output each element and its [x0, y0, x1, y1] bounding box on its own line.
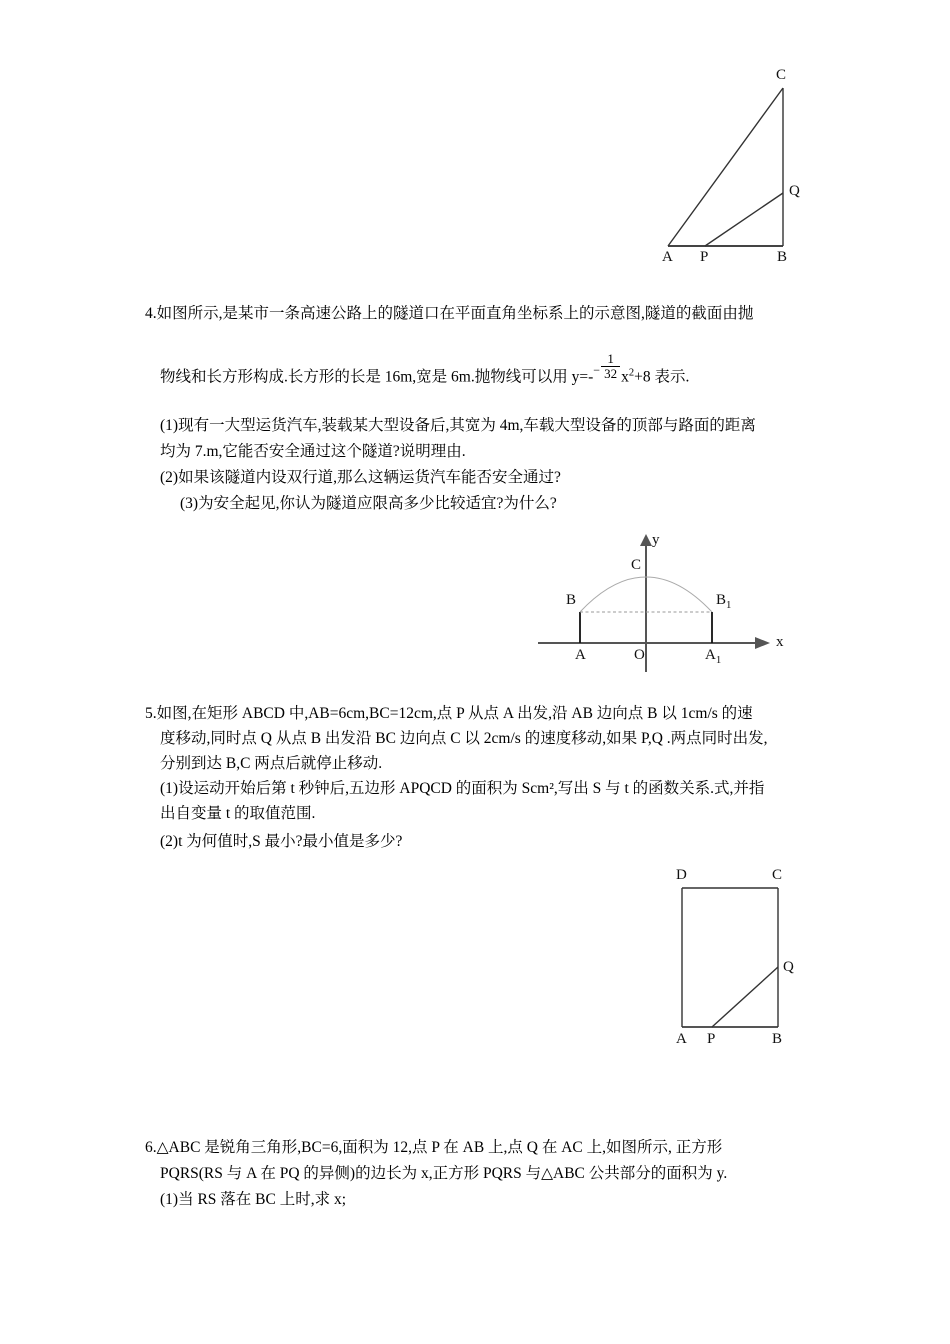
triangle-label-Q: Q — [789, 183, 800, 199]
triangle-label-B: B — [777, 249, 788, 265]
problem-5-sub-1b: 出自变量 t 的取值范围. — [160, 805, 316, 822]
problem-4-line-2 — [160, 351, 690, 390]
problem-4-line-2-prefix: 物线和长方形构成.长方形的长是 16m,宽是 6m.抛物线可以用 y=- — [160, 368, 594, 386]
parabola-label-A1-subscript: 1 — [715, 654, 722, 666]
problem-5-line-2: 度移动,同时点 Q 从点 B 出发沿 BC 边向点 C 以 2cm/s 的速度移动,如果 P,Q .两点同时出发, — [160, 730, 768, 747]
formula-exponent: 2 — [628, 367, 635, 379]
formula-constant: +8 — [634, 368, 651, 386]
parabola-label-O: O — [634, 647, 645, 663]
problem-6-line-1: 6.△ABC 是锐角三角形,BC=6,面积为 12,点 P 在 AB 上,点 Q 在 AC 上,如图所示, 正方形 — [145, 1139, 723, 1156]
segment-PQ — [712, 967, 778, 1027]
problem-4-line-1: 4.如图所示,是某市一条高速公路上的隧道口在平面直角坐标系上的示意图,隧道的截面由抛 — [145, 305, 754, 322]
problem-4-sub-1a: (1)现有一大型运货汽车,装载某大型设备后,其宽为 4m,车载大型设备的顶部与路面的距离 — [160, 417, 756, 434]
parabola-label-x: x — [776, 634, 784, 650]
rectangle-label-D: D — [676, 867, 687, 883]
triangle-label-A: A — [662, 249, 673, 265]
problem-4-sub-3: (3)为安全起见,你认为隧道应限高多少比较适宜?为什么? — [180, 495, 557, 512]
problem-4-sub-2: (2)如果该隧道内设双行道,那么这辆运货汽车能否安全通过? — [160, 469, 561, 486]
rectangle-label-P: P — [707, 1031, 716, 1047]
y-axis-arrow — [640, 534, 652, 546]
formula-denominator: 32 — [604, 365, 618, 381]
triangle-label-P: P — [700, 249, 709, 265]
formula-leading-minus: − — [593, 363, 601, 378]
parabola-label-y: y — [652, 532, 660, 548]
problem-4-sub-1b: 均为 7.m,它能否安全通过这个隧道?说明理由. — [160, 443, 466, 460]
parabola-label-A1-letter: A — [705, 647, 716, 663]
problem-5-line-1: 5.如图,在矩形 ABCD 中,AB=6cm,BC=12cm,点 P 从点 A 出发,沿 AB 边向点 B 以 1cm/s 的速 — [145, 705, 753, 722]
triangle-label-C: C — [776, 67, 787, 83]
segment-AC — [668, 88, 783, 246]
parabola-label-B1-letter: B — [716, 592, 727, 608]
formula-numerator: 1 — [601, 352, 620, 367]
figure-right-triangle-abc — [640, 60, 840, 280]
parabola-label-B: B — [566, 592, 577, 608]
formula-variable: x — [621, 368, 629, 386]
parabola-label-A1 — [705, 648, 721, 666]
parabola-label-C: C — [631, 557, 642, 573]
formula-fraction — [601, 352, 620, 380]
parabola-label-B1 — [716, 593, 731, 611]
rectangle-label-A: A — [676, 1031, 687, 1047]
problem-5-sub-1a: (1)设运动开始后第 t 秒钟后,五边形 APQCD 的面积为 Scm²,写出 S 与 t 的函数关系.式,并指 — [160, 780, 765, 797]
parabola-label-B1-subscript: 1 — [726, 599, 732, 611]
triangle-svg — [640, 60, 840, 280]
figure-tunnel-parabola — [530, 530, 790, 675]
x-axis-arrow — [755, 637, 770, 649]
problem-5-line-3: 分别到达 B,C 两点后就停止移动. — [160, 755, 383, 772]
problem-6-line-2: PQRS(RS 与 A 在 PQ 的异侧)的边长为 x,正方形 PQRS 与△ABC 公共部分的面积为 y. — [160, 1165, 728, 1182]
parabola-label-A: A — [575, 647, 586, 663]
segment-PQ — [705, 193, 783, 246]
rectangle-label-C: C — [772, 867, 783, 883]
problem-6-sub-1: (1)当 RS 落在 BC 上时,求 x; — [160, 1191, 347, 1208]
figure-rectangle-abcd — [650, 862, 830, 1062]
rectangle-label-Q: Q — [783, 959, 794, 975]
problem-4-line-2-suffix: 表示. — [654, 368, 690, 386]
problem-5-sub-2: (2)t 为何值时,S 最小?最小值是多少? — [160, 833, 403, 850]
rectangle-label-B: B — [772, 1031, 783, 1047]
